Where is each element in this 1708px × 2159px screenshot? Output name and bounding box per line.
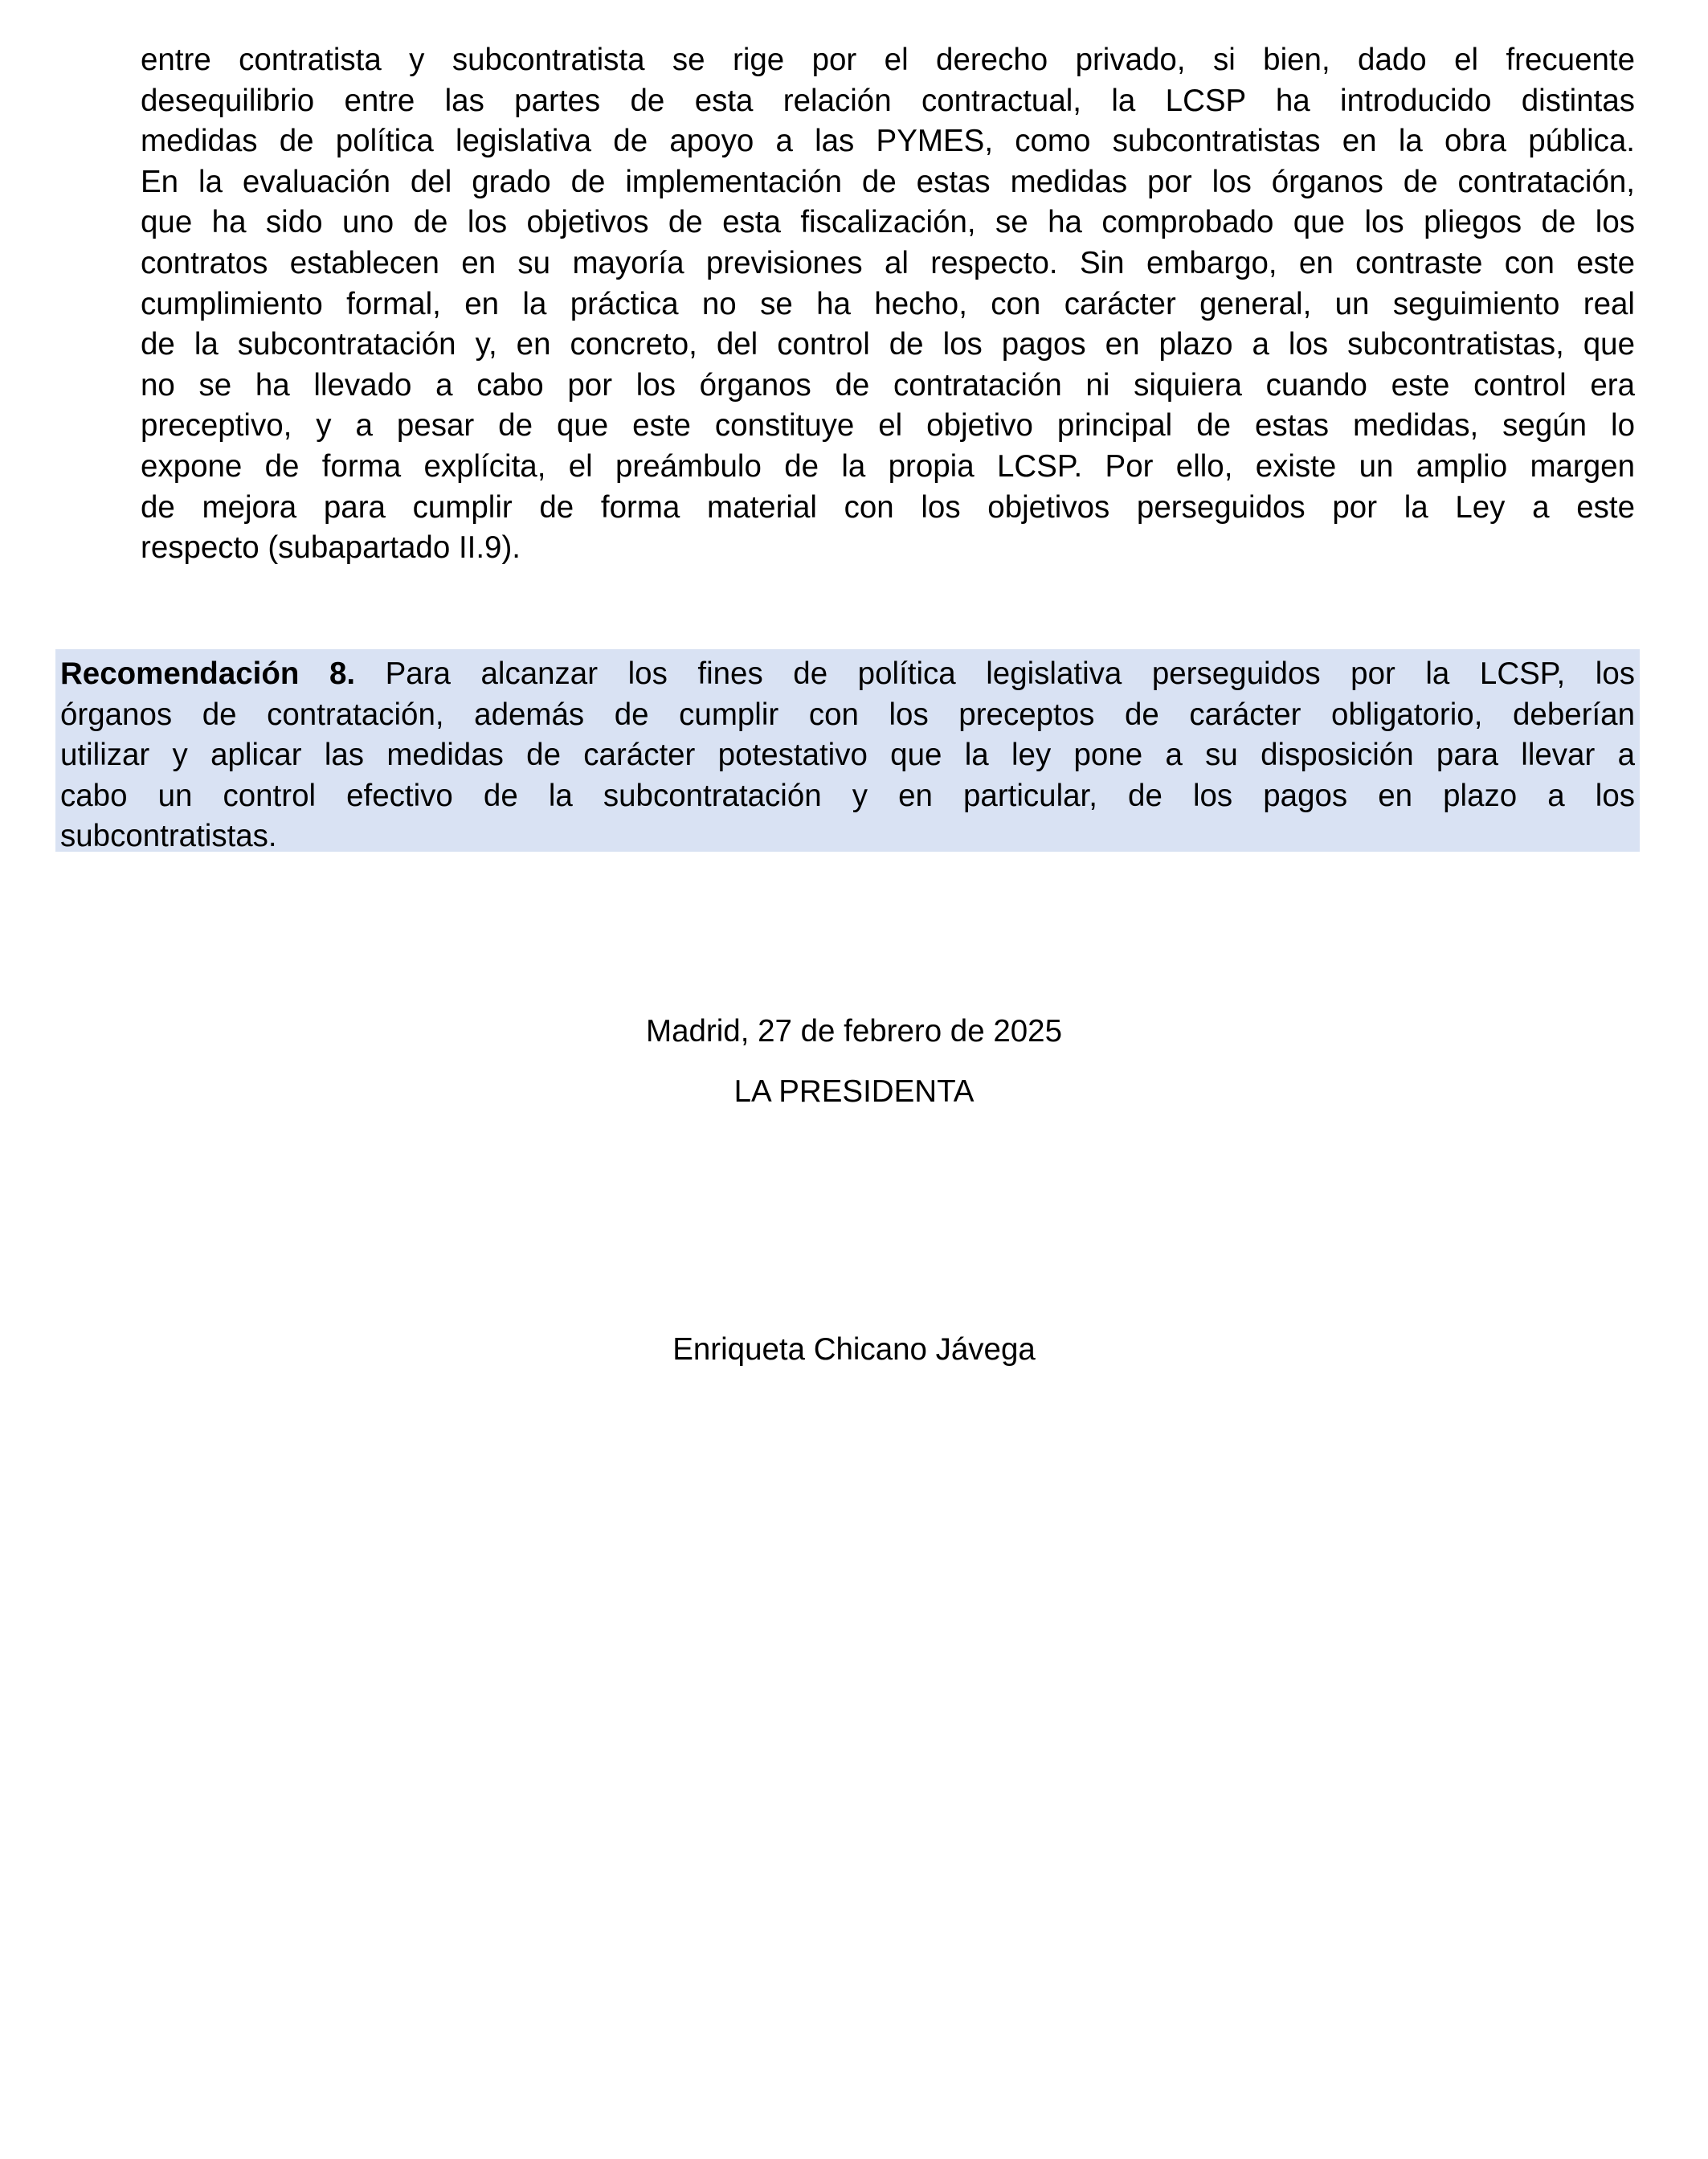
text-line: preceptivo, y a pesar de que este constituye el objetivo principal de estas medidas, según lo: [141, 408, 1635, 444]
text-line: subcontratistas.: [60, 819, 277, 854]
recommendation-text: Para alcanzar los fines de política legislativa perseguidos por la LCSP, los: [355, 656, 1636, 691]
recommendation-box: [55, 649, 1640, 852]
recommendation-label: Recomendación 8.: [60, 656, 356, 691]
text-line: En la evaluación del grado de implementación de estas medidas por los órganos de contratación,: [141, 164, 1635, 199]
text-line: medidas de política legislativa de apoyo a las PYMES, como subcontratistas en la obra pública.: [141, 124, 1635, 159]
text-line: de la subcontratación y, en concreto, del control de los pagos en plazo a los subcontratistas, que: [141, 327, 1635, 362]
text-line: órganos de contratación, además de cumplir con los preceptos de carácter obligatorio, deberían: [60, 697, 1635, 732]
place-date: Madrid, 27 de febrero de 2025: [646, 1014, 1062, 1049]
text-line: contratos establecen en su mayoría previsiones al respecto. Sin embargo, en contraste con este: [141, 245, 1635, 280]
text-line: utilizar y aplicar las medidas de carácter potestativo que la ley pone a su disposición para llevar a: [60, 738, 1635, 773]
text-line: cabo un control efectivo de la subcontratación y en particular, de los pagos en plazo a los: [60, 778, 1635, 813]
text-line: no se ha llevado a cabo por los órganos de contratación ni siquiera cuando este control era: [141, 367, 1635, 403]
text-line: desequilibrio entre las partes de esta relación contractual, la LCSP ha introducido distintas: [141, 83, 1635, 118]
text-line: que ha sido uno de los objetivos de esta fiscalización, se ha comprobado que los pliegos de los: [141, 205, 1635, 240]
signatory-name: Enriqueta Chicano Jávega: [672, 1332, 1036, 1367]
body-paragraph: [141, 40, 1635, 569]
text-line: entre contratista y subcontratista se rige por el derecho privado, si bien, dado el frecuente: [141, 43, 1635, 77]
text-line: expone de forma explícita, el preámbulo de la propia LCSP. Por ello, existe un amplio margen: [141, 448, 1635, 484]
text-line: cumplimiento formal, en la práctica no se ha hecho, con carácter general, un seguimiento real: [141, 286, 1635, 321]
text-line: de mejora para cumplir de forma material con los objetivos perseguidos por la Ley a este: [141, 489, 1635, 525]
signatory-title: LA PRESIDENTA: [733, 1074, 975, 1109]
text-line: [60, 654, 1635, 695]
text-line: respecto (subapartado II.9).: [141, 530, 521, 566]
